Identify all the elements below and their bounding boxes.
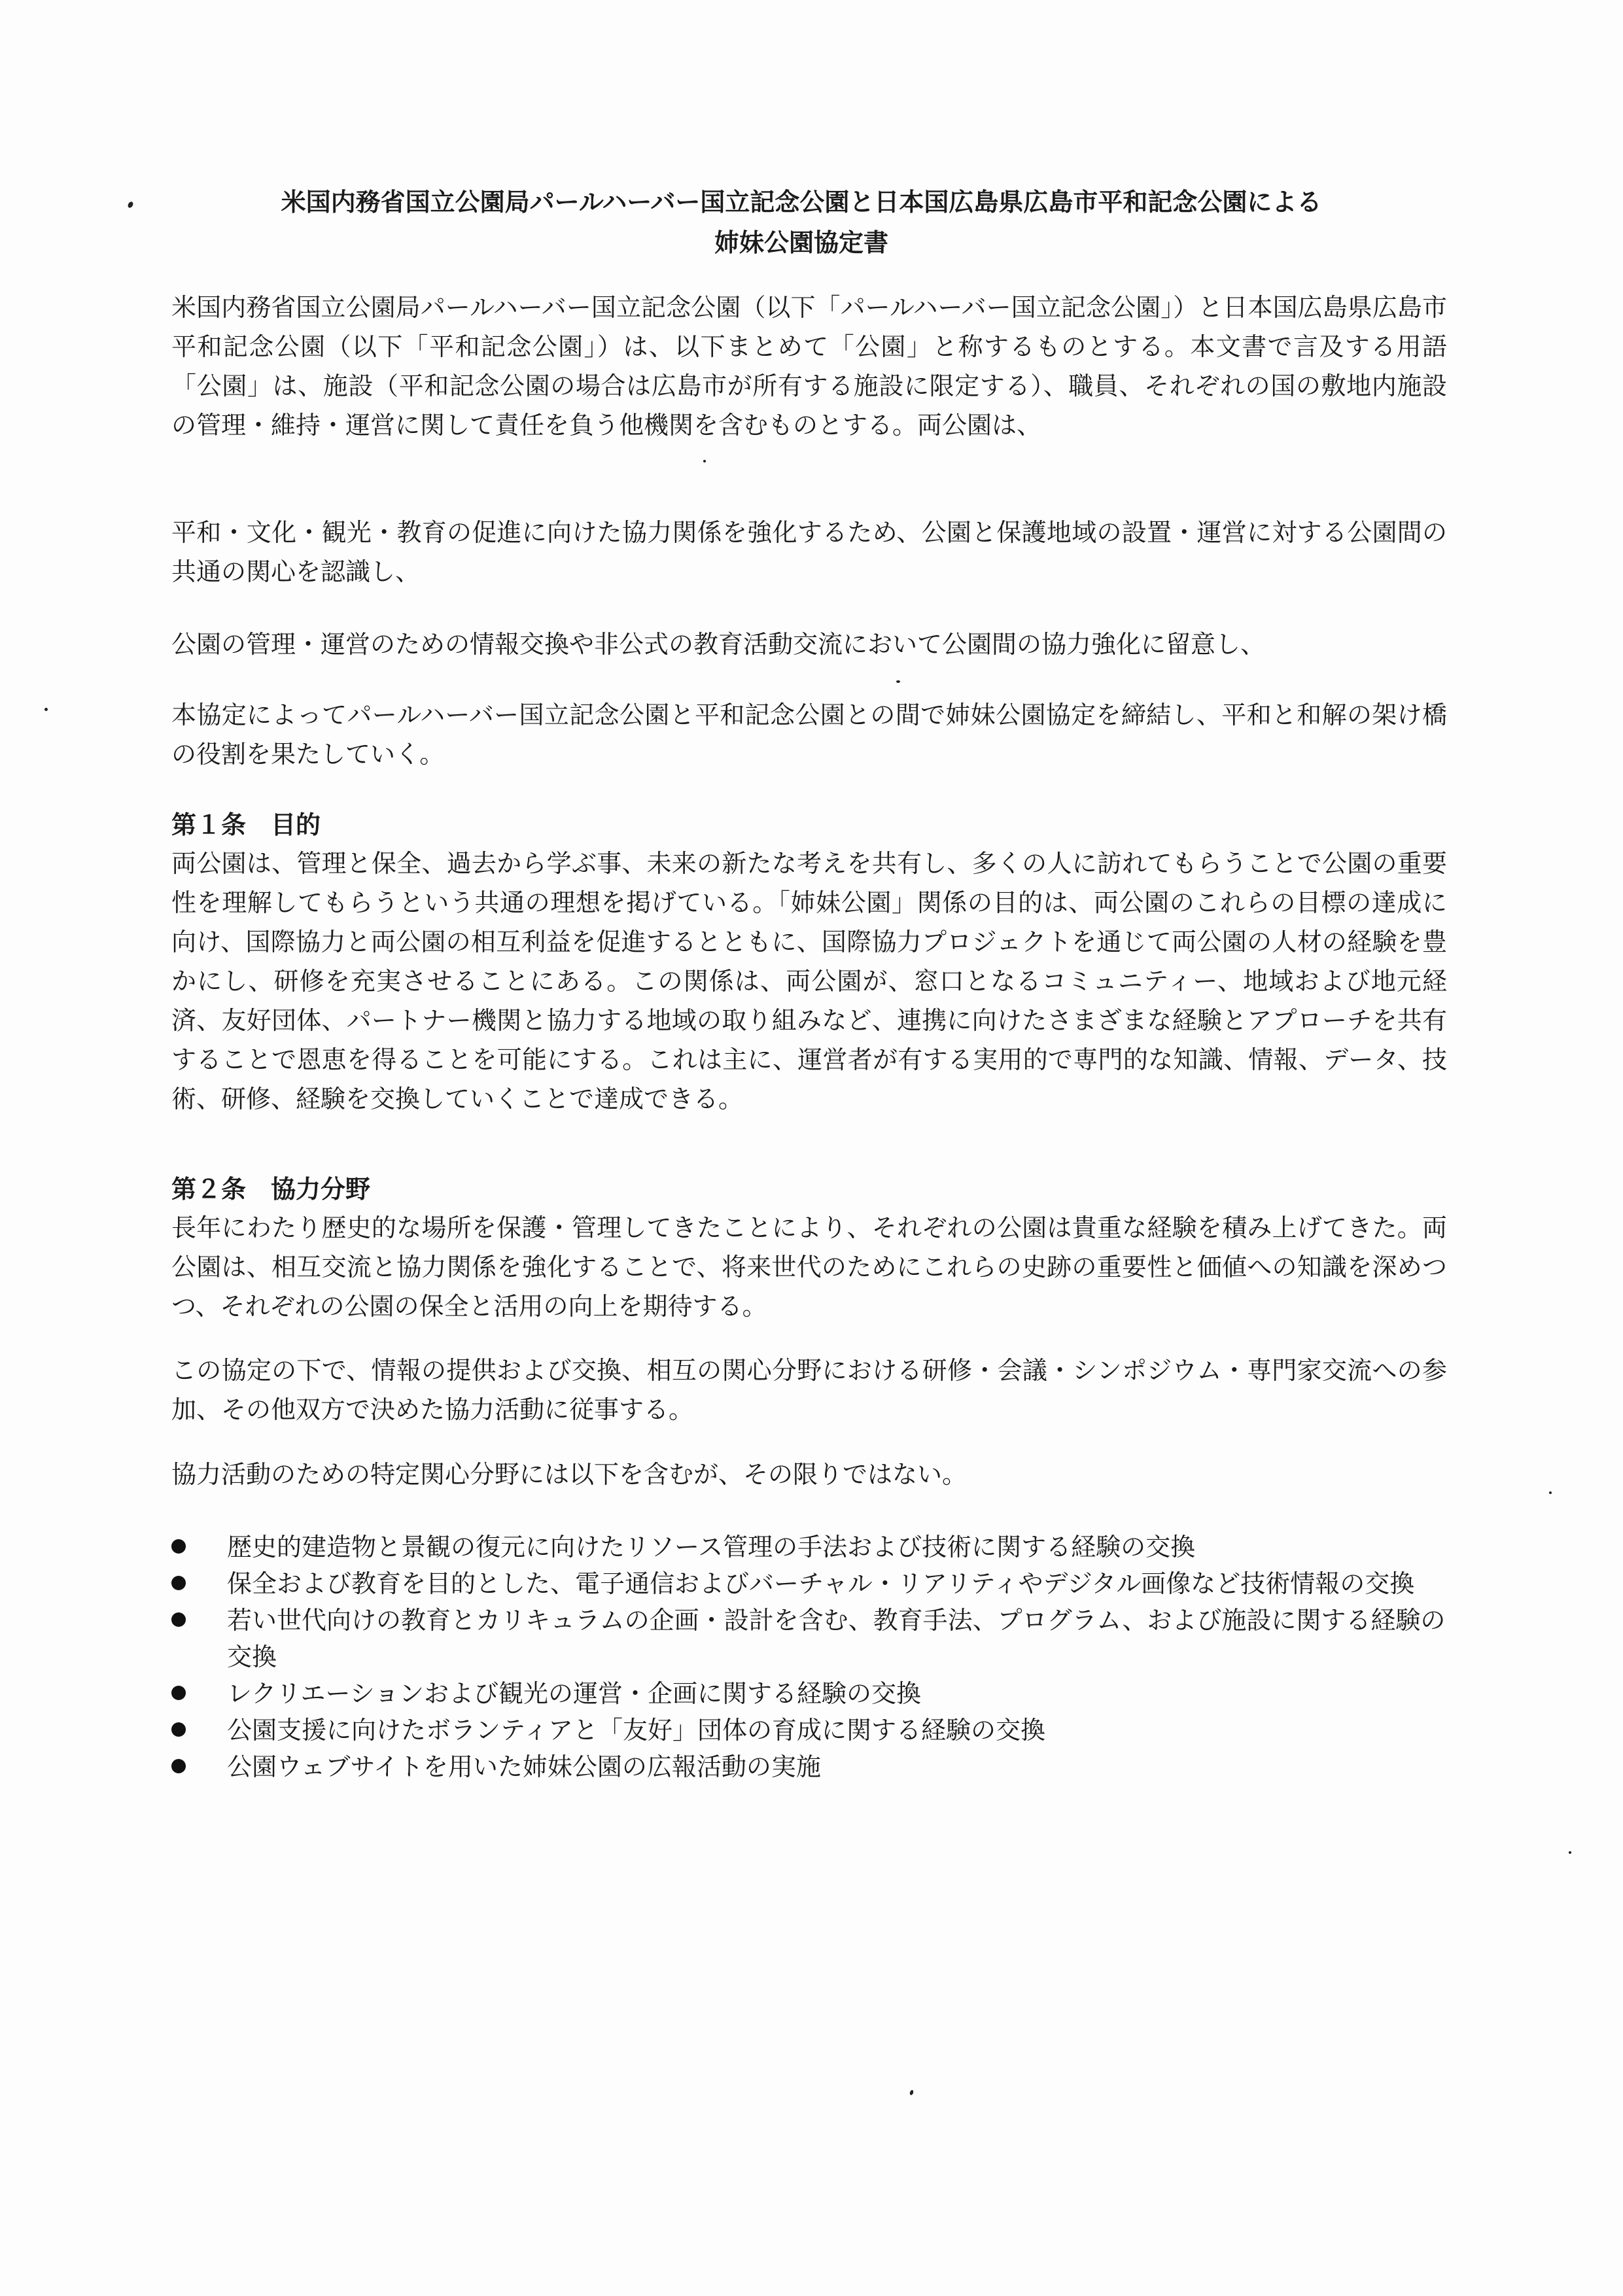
scan-speck: [44, 708, 48, 711]
recital-paragraph-2: 公園の管理・運営のための情報交換や非公式の教育活動交流において公園間の協力強化に留意し、: [171, 630, 1266, 659]
bullet-icon: [171, 1612, 186, 1627]
scan-speck: [909, 2089, 914, 2095]
list-item-text: 保全および教育を目的とした、電子通信およびバーチャル・リアリティやデジタル画像など技術情報の交換: [227, 1569, 1415, 1598]
list-item: [171, 1748, 1447, 1785]
title-line-2: 姉妹公園協定書: [714, 228, 888, 257]
scan-speck: [703, 460, 706, 462]
recital-paragraph-1: 平和・文化・観光・教育の促進に向けた協力関係を強化するため、公園と保護地域の設置・運営に対する公園間の共通の関心を認識し、: [171, 518, 1447, 586]
scan-speck: [1549, 1491, 1552, 1494]
list-item: [171, 1529, 1447, 1565]
recital-paragraph-3: 本協定によってパールハーバー国立記念公園と平和記念公園との間で姉妹公園協定を締結し、平和と和解の架け橋の役割を果たしていく。: [171, 701, 1447, 769]
article-2-text-3: 協力活動のための特定関心分野には以下を含むが、その限りではない。: [171, 1460, 968, 1489]
list-item-text: レクリエーションおよび観光の運営・企画に関する経験の交換: [227, 1679, 921, 1708]
bullet-icon: [171, 1576, 186, 1590]
cooperation-areas-list: [171, 1529, 1447, 1785]
article-1-text: 両公園は、管理と保全、過去から学ぶ事、未来の新たな考えを共有し、多くの人に訪れてもらうことで公園の重要性を理解してもらうという共通の理想を掲げている。「姉妹公園」関係の目的は、両公園のこれらの目標の達成に向け、国際協力と両公園の相互利益を促進するとともに、国際協力プロジェクトを通じて両公園の人材の経験を豊かにし、研修を充実させることにある。この関係は、両公園が、窓口となるコミュニティー、地域および地元経済、友好団体、パートナー機関と協力する地域の取り組みなど、連携に向けたさまざまな経験とアプローチを共有することで恩恵を得ることを可能にする。これは主に、運営者が有する実用的で専門的な知識、情報、データ、技術、研修、経験を交換していくことで達成できる。: [171, 849, 1447, 1113]
list-item: [171, 1565, 1447, 1602]
list-item-text: 公園支援に向けたボランティアと「友好」団体の育成に関する経験の交換: [227, 1716, 1045, 1745]
list-item-text: 若い世代向けの教育とカリキュラムの企画・設計を含む、教育手法、プログラム、および施設に関する経験の交換: [227, 1606, 1446, 1671]
list-item-text: 公園ウェブサイトを用いた姉妹公園の広報活動の実施: [227, 1752, 821, 1781]
list-item: [171, 1712, 1447, 1748]
article-2-text-2: この協定の下で、情報の提供および交換、相互の関心分野における研修・会議・シンポジウム・専門家交流への参加、その他双方で決めた協力活動に従事する。: [171, 1356, 1447, 1424]
scan-speck: [127, 201, 134, 209]
article-2-text-1: 長年にわたり歴史的な場所を保護・管理してきたことにより、それぞれの公園は貴重な経験を積み上げてきた。両公園は、相互交流と協力関係を強化することで、将来世代のためにこれらの史跡の重要性と価値への知識を深めつつ、それぞれの公園の保全と活用の向上を期待する。: [171, 1213, 1447, 1321]
bullet-icon: [171, 1759, 186, 1773]
title-line-1: 米国内務省国立公園局パールハーバー国立記念公園と日本国広島県広島市平和記念公園による: [281, 188, 1322, 217]
list-item-text: 歴史的建造物と景観の復元に向けたリソース管理の手法および技術に関する経験の交換: [227, 1533, 1196, 1561]
scan-speck: [896, 680, 900, 683]
list-item: [171, 1675, 1447, 1712]
list-item: [171, 1602, 1447, 1675]
bullet-icon: [171, 1722, 186, 1737]
scan-speck: [1569, 1851, 1571, 1854]
document-title: [164, 182, 1439, 263]
article-1-heading: 第１条 目的: [171, 810, 321, 839]
bullet-icon: [171, 1539, 186, 1554]
bullet-icon: [171, 1686, 186, 1700]
article-2-heading: 第２条 協力分野: [171, 1175, 371, 1204]
preamble-paragraph: 米国内務省国立公園局パールハーバー国立記念公園（以下「パールハーバー国立記念公園」）と日本国広島県広島市平和記念公園（以下「平和記念公園」）は、以下まとめて「公園」と称するものとする。本文書で言及する用語「公園」は、施設（平和記念公園の場合は広島市が所有する施設に限定する）、職員、それぞれの国の敷地内施設の管理・維持・運営に関して責任を負う他機関を含むものとする。両公園は、: [171, 293, 1447, 440]
